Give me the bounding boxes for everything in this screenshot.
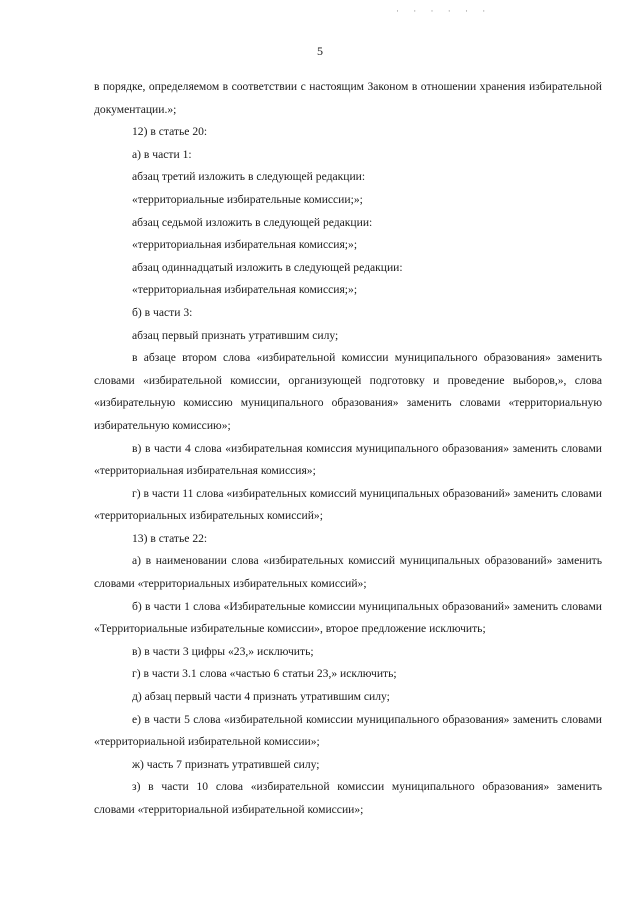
paragraph: «территориальная избирательная комиссия;»;	[132, 238, 358, 252]
paragraph: абзац седьмой изложить в следующей редакции:	[132, 215, 373, 229]
page-number: 5	[317, 44, 323, 58]
paragraph: ж) часть 7 признать утратившей силу;	[132, 757, 320, 771]
paragraph: а) в части 1:	[132, 147, 192, 161]
paragraph: абзац одиннадцатый изложить в следующей редакции:	[132, 260, 403, 274]
scan-dots-top: · · · · · ·	[396, 6, 492, 16]
paragraph: а) в наименовании слова «избирательных комиссий муниципальных образований» заменить словами «территориальных избирательных комиссий»;	[94, 554, 602, 591]
paragraph: з) в части 10 слова «избирательной комиссии муниципального образования» заменить словами «территориальной избирательной комиссии»;	[94, 780, 602, 816]
paragraph: 13) в статье 22:	[132, 531, 208, 545]
document-body	[94, 76, 602, 822]
paragraph: в порядке, определяемом в соответствии с настоящим Законом в отношении хранения избирательной документации.»;	[94, 80, 602, 116]
paragraph: 12) в статье 20:	[132, 125, 208, 139]
paragraph: «территориальная избирательная комиссия;»;	[132, 283, 358, 297]
paragraph: в) в части 4 слова «избирательная комиссия муниципального образования» заменить словами «территориальная избирательная комиссия»;	[94, 441, 602, 478]
paragraph: абзац первый признать утратившим силу;	[132, 328, 339, 342]
paragraph: г) в части 11 слова «избирательных комиссий муниципальных образований» заменить словами «территориальных избирательных комиссий»;	[94, 486, 602, 523]
paragraph: «территориальные избирательные комиссии;»;	[132, 192, 363, 206]
paragraph: г) в части 3.1 слова «частью 6 статьи 23,» исключить;	[132, 667, 397, 681]
paragraph: абзац третий изложить в следующей редакции:	[132, 170, 366, 184]
paragraph: д) абзац первый части 4 признать утратившим силу;	[132, 690, 390, 704]
paragraph: в) в части 3 цифры «23,» исключить;	[132, 644, 314, 658]
paragraph: б) в части 1 слова «Избирательные комиссии муниципальных образований» заменить словами «Территориальные избирательные комиссии», второе предложение исключить;	[94, 599, 602, 636]
paragraph: в абзаце втором слова «избирательной комиссии муниципального образования» заменить словами «избирательной комиссии, организующей подготовку и проведение выборов,», слова «избирательную комиссию муниципального образования» заменить словами «территориальную избирательную комиссию»;	[94, 351, 602, 432]
paragraph: б) в части 3:	[132, 305, 193, 319]
paragraph: е) в части 5 слова «избирательной комиссии муниципального образования» заменить словами «территориальной избирательной комиссии»;	[94, 712, 602, 749]
